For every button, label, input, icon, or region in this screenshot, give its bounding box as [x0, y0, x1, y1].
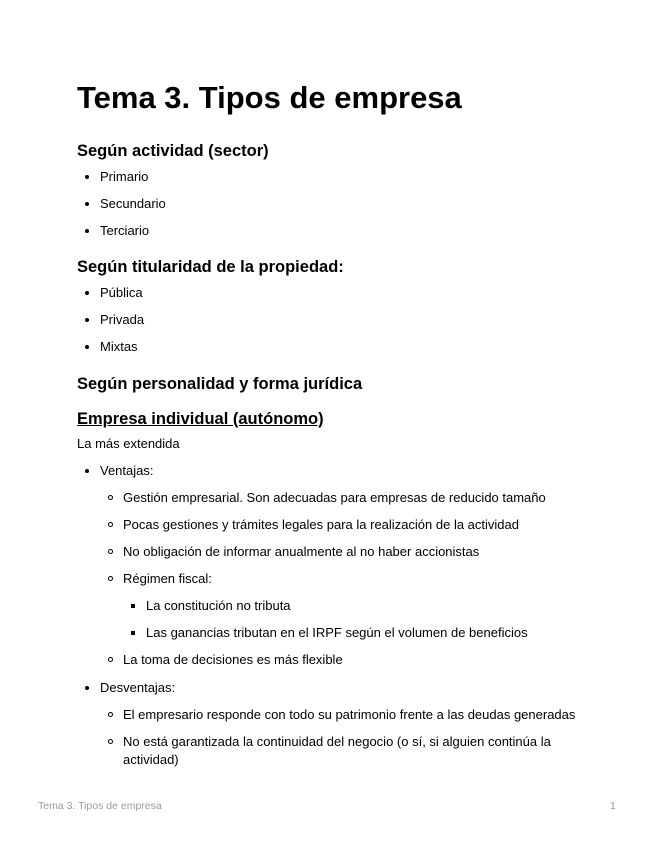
list-item: Pública [77, 284, 597, 302]
list-item: Privada [77, 311, 597, 329]
list-desventajas [100, 706, 597, 769]
list-regimen [123, 597, 597, 642]
list-item: Pocas gestiones y trámites legales para la realización de la actividad [100, 516, 597, 534]
list-item-ventajas [77, 462, 597, 669]
list-item: Primario [77, 168, 597, 186]
list-item: Secundario [77, 195, 597, 213]
heading-ownership: Según titularidad de la propiedad: [77, 258, 344, 276]
list-item: Terciario [77, 222, 597, 240]
list-ownership [77, 284, 597, 356]
list-item: No está garantizada la continuidad del negocio (o sí, si alguien continúa la actividad) [100, 733, 597, 769]
intro-text: La más extendida [77, 436, 180, 451]
list-item-desventajas [77, 679, 597, 769]
heading-activity: Según actividad (sector) [77, 142, 269, 160]
list-item: Las ganancias tributan en el IRPF según el volumen de beneficios [123, 624, 597, 642]
list-item: La constitución no tributa [123, 597, 597, 615]
list-item: Mixtas [77, 338, 597, 356]
list-ventajas [100, 489, 597, 669]
list-pros-cons [77, 462, 597, 769]
list-item: No obligación de informar anualmente al no haber accionistas [100, 543, 597, 561]
regimen-label: Régimen fiscal: [123, 571, 212, 586]
page-number: 1 [610, 800, 616, 812]
list-item-regimen [100, 570, 597, 642]
page-title: Tema 3. Tipos de empresa [77, 80, 462, 115]
ventajas-label: Ventajas: [100, 463, 154, 478]
footer-title: Tema 3. Tipos de empresa [38, 800, 162, 812]
list-activity [77, 168, 597, 240]
list-item: La toma de decisiones es más flexible [100, 651, 597, 669]
list-item: El empresario responde con todo su patrimonio frente a las deudas generadas [100, 706, 597, 724]
heading-individual: Empresa individual (autónomo) [77, 410, 324, 428]
heading-legal: Según personalidad y forma jurídica [77, 375, 363, 393]
desventajas-label: Desventajas: [100, 680, 176, 695]
list-item: Gestión empresarial. Son adecuadas para empresas de reducido tamaño [100, 489, 597, 507]
